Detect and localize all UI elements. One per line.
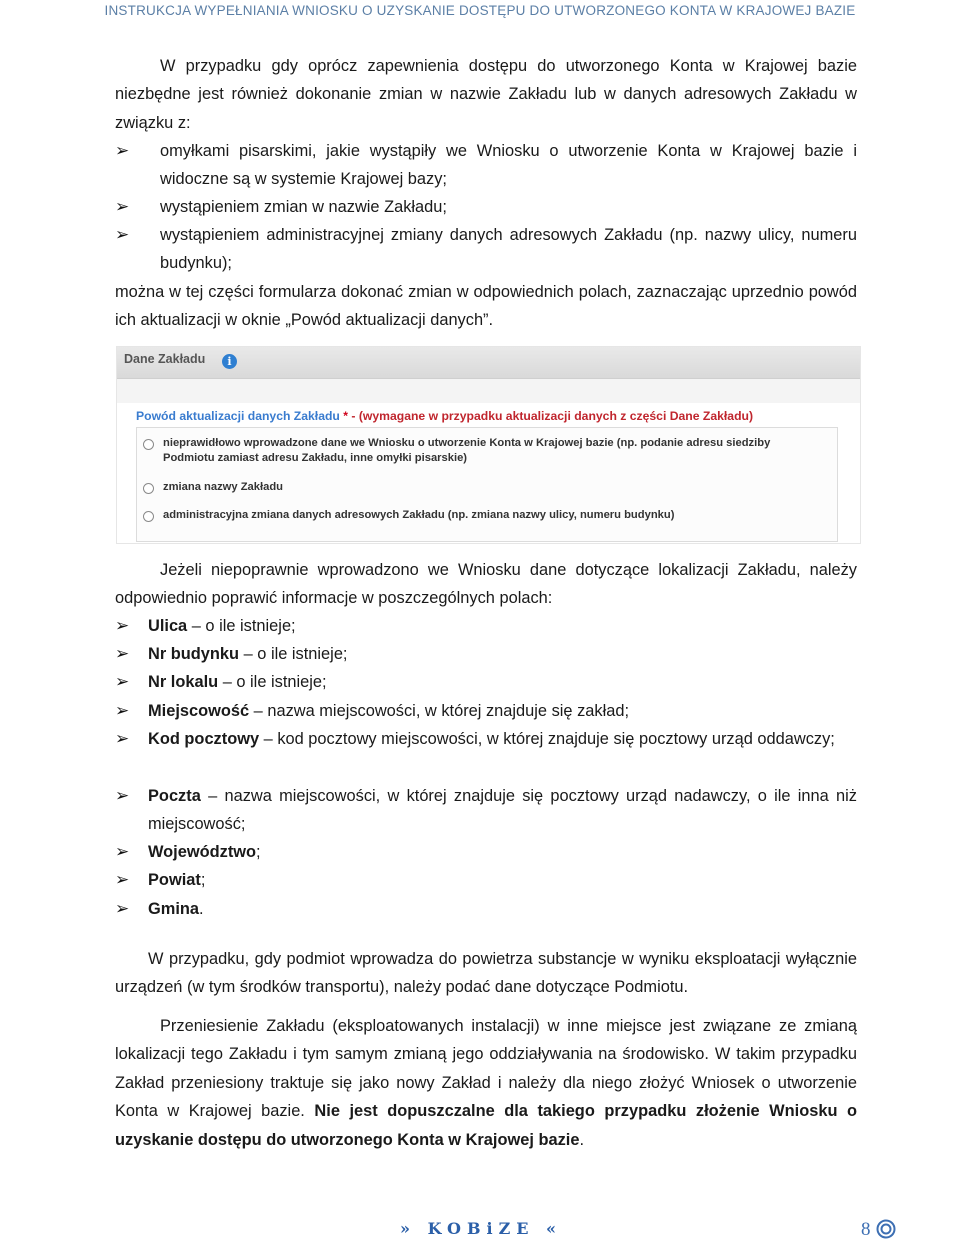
location-field — [115, 697, 857, 725]
panel-body — [117, 403, 860, 542]
reason-option-label[interactable]: administracyjna zmiana danych adresowych Zakładu (np. zmiana nazwy ulicy, numeru budynku) — [163, 509, 675, 521]
field-text — [148, 782, 857, 839]
location-field — [115, 725, 857, 753]
relocation-text: Przeniesienie Zakładu (eksploatowanych instalacji) w inne miejsce jest związane ze zmianą lokalizacji tego Zakładu i tym samym zmianą jego oddziaływania na środowisko. W takim przypadku Zakład przeniesiony traktuje się jako nowy Zakład i należy dla niego złożyć Wniosek o utworzenie Konta w Krajowej bazie. — [115, 1017, 857, 1121]
required-star: * — [343, 409, 348, 423]
location-field — [115, 640, 857, 668]
emission-paragraph: W przypadku, gdy podmiot wprowadza do powietrza substancje w wyniku eksploatacji wyłącznie urządzeń (w tym środków transportu), należy podać dane dotyczące Podmiotu. — [115, 950, 857, 997]
intro-bullet — [115, 193, 857, 221]
kobize-logo-icon — [876, 1219, 896, 1239]
location-field — [115, 782, 857, 839]
form-screenshot — [116, 346, 861, 544]
radio-button[interactable] — [143, 483, 154, 494]
reason-option[interactable] — [143, 480, 823, 495]
reason-option-label[interactable]: zmiana nazwy Zakładu — [163, 481, 283, 493]
arrow-bullet-icon: ➢ — [115, 870, 130, 889]
footer-brand: » KOBiZE « — [400, 1219, 563, 1238]
location-field — [115, 895, 857, 923]
arrow-bullet-icon: ➢ — [115, 729, 130, 748]
arrow-bullet-icon: ➢ — [115, 786, 130, 805]
location-field — [115, 866, 857, 894]
field-desc: ; — [256, 843, 261, 861]
intro-bullet — [115, 221, 857, 278]
panel-title: Dane Zakładu — [124, 352, 206, 366]
location-intro: Jeżeli niepoprawnie wprowadzono we Wniosku dane dotyczące lokalizacji Zakładu, należy odpowiednio poprawić informacje w poszczególnych polach: — [115, 561, 857, 608]
field-desc: . — [199, 900, 204, 918]
field-text — [148, 895, 857, 923]
field-text — [148, 697, 857, 725]
arrow-bullet-icon: ➢ — [115, 616, 130, 635]
reason-option[interactable] — [143, 436, 823, 465]
field-name: Powiat — [148, 871, 201, 889]
running-header: INSTRUKCJA WYPEŁNIANIA WNIOSKU O UZYSKANIE DOSTĘPU DO UTWORZONEGO KONTA W KRAJOWEJ BAZIE — [104, 3, 856, 18]
reason-option[interactable] — [143, 508, 823, 523]
field-text — [148, 612, 857, 640]
field-name: Ulica — [148, 617, 188, 635]
field-name: Miejscowość — [148, 702, 250, 720]
field-text — [148, 640, 857, 668]
relocation-paragraph — [115, 1012, 857, 1154]
field-text — [148, 725, 857, 753]
field-name: Poczta — [148, 787, 201, 805]
bullet-text: wystąpieniem administracyjnej zmiany danych adresowych Zakładu (np. nazwy ulicy, numeru budynku); — [160, 226, 857, 273]
field-name: Nr lokalu — [148, 673, 219, 691]
field-text — [148, 838, 857, 866]
panel-spacer — [117, 379, 860, 403]
arrow-bullet-icon: ➢ — [115, 141, 130, 160]
arrow-bullet-icon: ➢ — [115, 701, 130, 720]
bullet-text: omyłkami pisarskimi, jakie wystąpiły we Wniosku o utworzenie Konta w Krajowej bazie i widoczne są w systemie Krajowej bazy; — [160, 142, 857, 189]
field-name: Gmina — [148, 900, 200, 918]
field-desc: – o ile istnieje; — [187, 617, 296, 635]
field-text — [148, 668, 857, 696]
reason-option-label[interactable]: nieprawidłowo wprowadzone dane we Wniosku o utworzenie Konta w Krajowej bazie (np. podanie adresu siedziby Podmiotu zamiast adresu Zakładu, inne omyłki pisarskie) — [163, 437, 771, 464]
field-text — [148, 866, 857, 894]
field-desc: – kod pocztowy miejscowości, w której znajduje się pocztowy urząd oddawczy; — [259, 730, 835, 748]
reason-label — [136, 409, 753, 423]
field-desc: – nazwa miejscowości, w której znajduje się zakład; — [249, 702, 630, 720]
arrow-bullet-icon: ➢ — [115, 672, 130, 691]
field-name: Województwo — [148, 843, 257, 861]
field-desc: – o ile istnieje; — [239, 645, 348, 663]
arrow-bullet-icon: ➢ — [115, 225, 130, 244]
reason-radio-group — [136, 427, 838, 542]
radio-button[interactable] — [143, 511, 154, 522]
field-name: Nr budynku — [148, 645, 240, 663]
field-desc: – nazwa miejscowości, w której znajduje się pocztowy urząd nadawczy, o ile inna niż miejscowość; — [148, 787, 857, 834]
panel-header — [117, 347, 860, 379]
location-field — [115, 668, 857, 696]
radio-button[interactable] — [143, 439, 154, 450]
required-note: - (wymagane w przypadku aktualizacji danych z części Dane Zakładu) — [351, 409, 754, 423]
intro-bullet — [115, 137, 857, 194]
field-name: Kod pocztowy — [148, 730, 260, 748]
info-icon[interactable]: i — [222, 354, 237, 369]
page-number: 8 — [861, 1219, 871, 1240]
field-desc: – o ile istnieje; — [218, 673, 327, 691]
intro-closing: można w tej części formularza dokonać zmian w odpowiednich polach, zaznaczając uprzednio powód ich aktualizacji w oknie „Powód aktualizacji danych”. — [115, 283, 857, 330]
location-field — [115, 838, 857, 866]
relocation-bold: Nie jest dopuszczalne dla takiego przypadku złożenie Wniosku o uzyskanie dostępu do utworzonego Konta w Krajowej bazie — [115, 1102, 857, 1149]
arrow-bullet-icon: ➢ — [115, 842, 130, 861]
arrow-bullet-icon: ➢ — [115, 644, 130, 663]
intro-paragraph: W przypadku gdy oprócz zapewnienia dostępu do utworzonego Konta w Krajowej bazie niezbędne jest również dokonanie zmian w nazwie Zakładu lub w danych adresowych Zakładu w związku z: — [115, 57, 857, 132]
arrow-bullet-icon: ➢ — [115, 197, 130, 216]
reason-label-text: Powód aktualizacji danych Zakładu — [136, 409, 340, 423]
location-field — [115, 612, 857, 640]
field-desc: ; — [200, 871, 206, 889]
arrow-bullet-icon: ➢ — [115, 899, 130, 918]
bullet-text: wystąpieniem zmian w nazwie Zakładu; — [160, 198, 447, 216]
relocation-end: . — [579, 1130, 585, 1149]
